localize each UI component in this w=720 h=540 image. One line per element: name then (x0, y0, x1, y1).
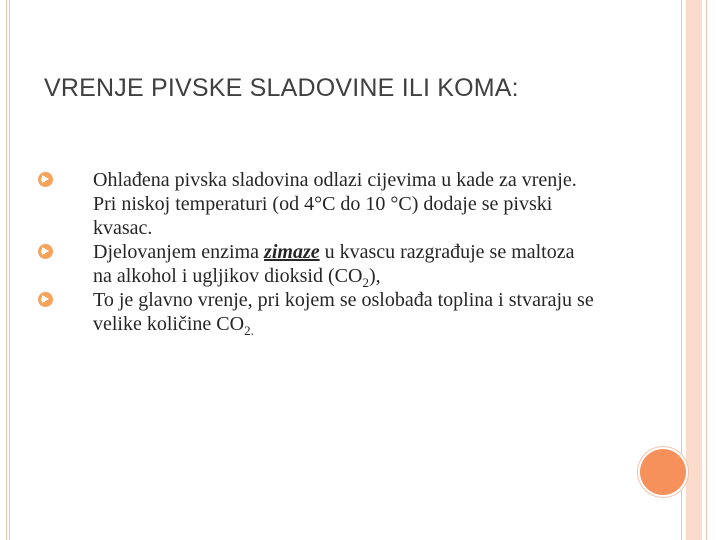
arrow-bullet-icon (38, 292, 53, 307)
arrow-bullet-icon (38, 244, 53, 259)
bullet-text: To je glavno vrenje, pri kojem se oslobađa toplina i stvaraju se velike količine CO (93, 289, 594, 335)
bullet-text-middle: u kvascu razgrađuje se maltoza na alkohol i ugljikov dioksid (CO (93, 241, 575, 287)
decorative-circle (640, 449, 686, 495)
bullet-text-end: ), (368, 265, 381, 287)
right-frame-band (686, 0, 702, 540)
right-frame-outer-line (706, 0, 707, 540)
bullet-item-3 (38, 288, 598, 336)
emphasized-term: zimaze (264, 241, 320, 263)
bullet-text: Ohlađena pivska sladovina odlazi cijevima u kade za vrenje. Pri niskoj temperaturi (od 4°C do 10 °C) dodaje se pivski kvasac. (93, 169, 577, 239)
bullet-item-1 (38, 168, 598, 240)
bullet-text-start: Djelovanjem enzima (93, 241, 265, 263)
bullet-item-2 (38, 240, 598, 288)
left-frame-line (6, 0, 10, 540)
subscript: 2. (244, 323, 254, 338)
bullet-list (38, 168, 598, 336)
subscript: 2 (362, 275, 369, 290)
slide-title: VRENJE PIVSKE SLADOVINE ILI KOMA: (44, 74, 519, 102)
arrow-bullet-icon (38, 172, 53, 187)
